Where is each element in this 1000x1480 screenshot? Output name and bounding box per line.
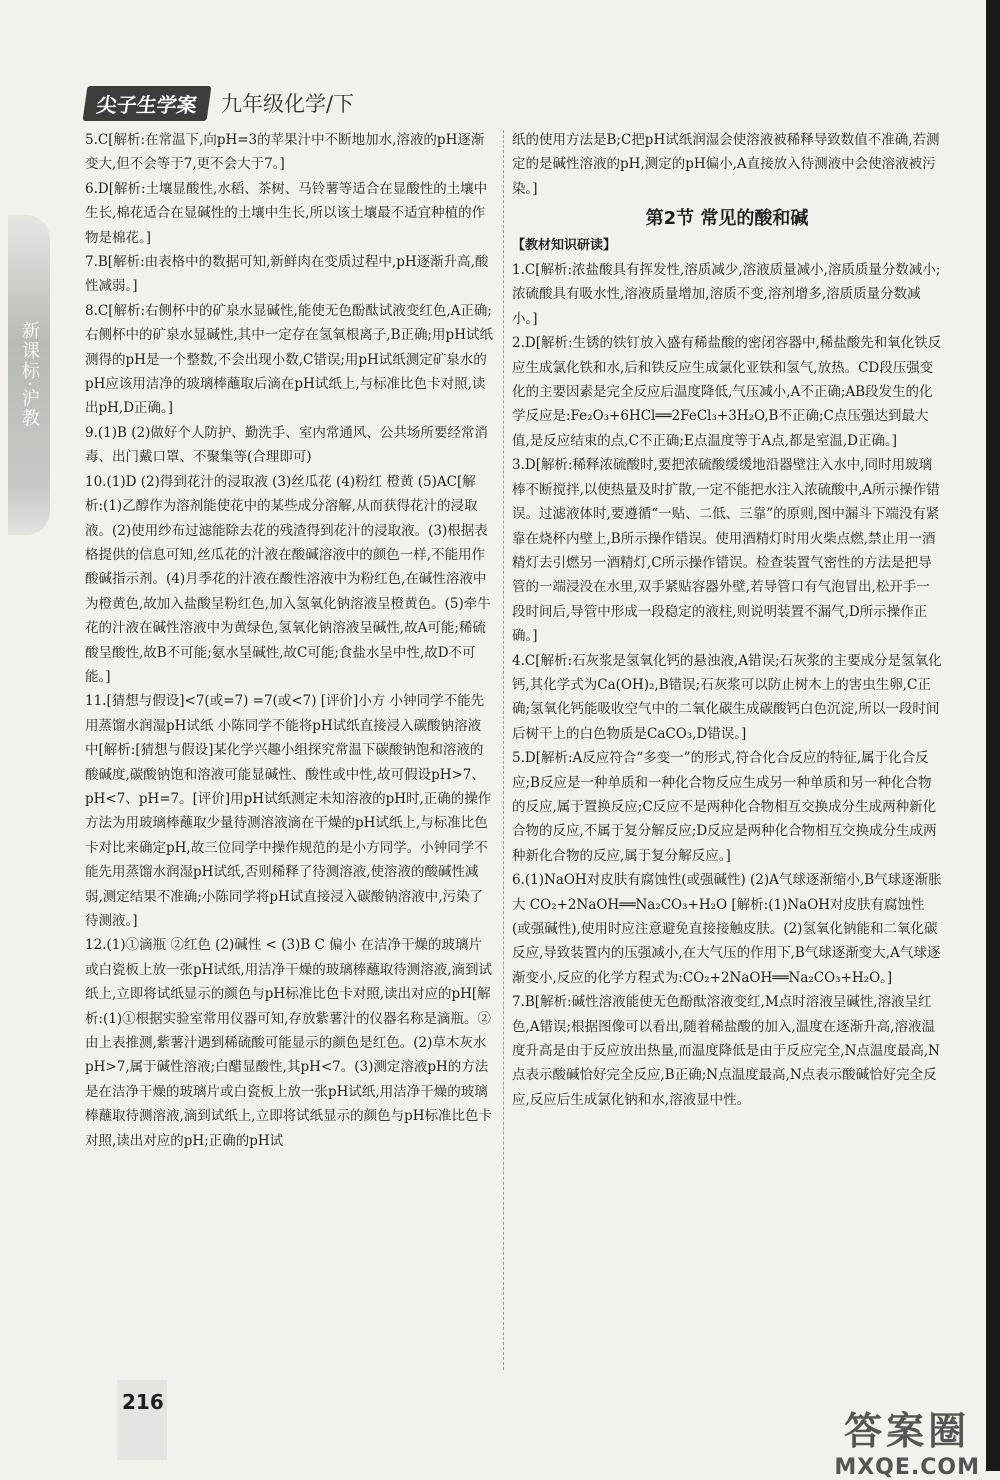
answer-item: 3.D[解析:稀释浓硫酸时,要把浓硫酸缓缓地沿器壁注入水中,同时用玻璃棒不断搅拌,以使热量及时扩散,一定不能把水注入浓硫酸中,A所示操作错误。过滤液体时,要遵循“一贴、二低、三靠”的原则,图中漏斗下端没有紧靠在烧杯内壁上,B所示操作错误。使用酒精灯时用火柴点燃,禁止用一酒精灯去引燃另一酒精灯,C所示操作错误。检查装置气密性的方法是把导管的一端浸没在水里,双手紧贴容器外壁,若导管口有气泡冒出,松开手一段时间后,导管中形成一段稳定的液柱,则说明装置不漏气,D所示操作正确。] bbox=[512, 457, 940, 645]
answer-item: 5.C[解析:在常温下,向pH=3的苹果汁中不断地加水,溶液的pH逐渐变大,但不会等于7,更不会大于7。] bbox=[85, 132, 485, 173]
subject-title: 九年级化学/下 bbox=[221, 92, 355, 116]
answer-item: 7.B[解析:由表格中的数据可知,新鲜肉在变质过程中,pH逐渐升高,酸性减弱。] bbox=[85, 254, 489, 295]
answer-item: 2.D[解析:生锈的铁钉放入盛有稀盐酸的密闭容器中,稀盐酸先和氧化铁反应生成氯化铁和水,后和铁反应生成氯化亚铁和氢气,放热。CD段压强变化的主要因素是完全反应后温度降低,气压减小,A不正确;AB段发生的化学反应是:Fe₂O₃+6HCl══2FeCl₃+3H₂O,B不正确;C点压强达到最大值,是反应结束的点,C不正确;E点温度等于A点,都是室温,D正确。] bbox=[512, 335, 942, 449]
answer-item: 6.(1)NaOH对皮肤有腐蚀性(或强碱性) (2)A气球逐渐缩小,B气球逐渐胀大 CO₂+2NaOH══Na₂CO₃+H₂O [解析:(1)NaOH对皮肤有腐蚀性(或强碱性),使用时应注意避免直接接触皮肤。(2)氢氧化钠能和二氧化碳反应,导致装置内的压强减小,在大气压的作用下,B气球逐渐变大,A气球逐渐变小,反应的化学方程式为:CO₂+2NaOH══Na₂CO₃+H₂O。] bbox=[512, 872, 942, 986]
column-divider bbox=[503, 130, 504, 1370]
answer-item: 5.D[解析:A反应符合“多变一”的形式,符合化合反应的特征,属于化合反应;B反应是一种单质和一种化合物反应生成另一种单质和另一种化合物的反应,属于置换反应;C反应不是两种化合物相互交换成分生成两种新化合物的反应,不属于复分解反应;D反应是两种化合物相互交换成分生成两种新化合物的反应,属于复分解反应。] bbox=[512, 750, 937, 864]
section-title: 第2节 常见的酸和碱 bbox=[645, 208, 809, 230]
left-column bbox=[85, 128, 493, 1153]
answer-item: 12.(1)①滴瓶 ②红色 (2)碱性 < (3)B C 偏小 在洁净干燥的玻璃片或白瓷板上放一张pH试纸,用洁净干燥的玻璃棒蘸取待测溶液,滴到试纸上,立即将试纸显示的颜色与pH标准比色卡对照,读出对应的pH[解析:(1)①根据实验室常用仪器可知,存放紫薯汁的仪器名称是滴瓶。②由上表推测,紫薯汁遇到稀硫酸可能显示的颜色是红色。(2)草木灰水pH>7,属于碱性溶液;白醋显酸性,其pH<7。(3)测定溶液pH的方法是在洁净干燥的玻璃片或白瓷板上放一张pH试纸,用洁净干燥的玻璃棒蘸取待测溶液,滴到试纸上,立即将试纸显示的颜色与pH标准比色卡对照,读出对应的pH;正确的pH试 bbox=[85, 937, 492, 1149]
page-header bbox=[85, 86, 354, 120]
answer-item: 10.(1)D (2)得到花汁的浸取液 (3)丝瓜花 (4)粉红 橙黄 (5)AC[解析:(1)乙醇作为溶剂能使花中的某些成分溶解,从而获得花汁的浸取液。(2)使用纱布过滤能除去花的残渣得到花汁的浸取液。(3)根据表格提供的信息可知,丝瓜花的汁液在酸碱溶液中的颜色一样,不能用作酸碱指示剂。(4)月季花的汁液在酸性溶液中为粉红色,在碱性溶液中为橙黄色,故加入盐酸呈粉红色,加入氢氧化钠溶液呈橙黄色。(5)牵牛花的汁液在碱性溶液中为黄绿色,氢氧化钠溶液呈碱性,故A可能;稀硫酸呈酸性,故B不可能;氨水呈碱性,故C可能;食盐水呈中性,故D不可能。] bbox=[85, 473, 491, 685]
answer-item: 11.[猜想与假设]<7(或=7) =7(或<7) [评价]小方 小钟同学不能先用蒸馏水润湿pH试纸 小陈同学不能将pH试纸直接浸入碳酸钠溶液中[解析:[猜想与假设]某化学兴趣小组探究常温下碳酸钠饱和溶液的酸碱度,碳酸钠饱和溶液可能显碱性、酸性或中性,故可假设pH>7、pH<7、pH=7。[评价]用pH试纸测定未知溶液的pH时,正确的操作方法为用玻璃棒蘸取少量待测溶液滴在干燥的pH试纸上,与标准比色卡对比来确定pH,故三位同学中操作规范的是小方同学。小钟同学不能先用蒸馏水润湿pH试纸,否则稀释了待测溶液,使溶液的酸碱性减弱,测定结果不准确;小陈同学将pH试直接浸入碳酸钠溶液中,污染了待测液。] bbox=[85, 693, 492, 929]
watermark-title: 答案圈 bbox=[844, 1409, 971, 1453]
answer-item: 9.(1)B (2)做好个人防护、勤洗手、室内常通风、公共场所要经常消毒、出门戴口罩、不聚集等(合理即可) bbox=[85, 424, 488, 466]
page-edge-shadow bbox=[986, 0, 1000, 1471]
answer-item: 6.D[解析:土壤显酸性,水稻、茶树、马铃薯等适合在显酸性的土壤中生长,棉花适合在显碱性的土壤中生长,所以该土壤最不适宜种植的作物是棉花。] bbox=[85, 180, 488, 246]
side-tab: 新课标·沪教 bbox=[8, 215, 50, 535]
answer-continuation: 纸的使用方法是B;C把pH试纸润湿会使溶液被稀释导致数值不准确,若测定的是碱性溶液的pH,测定的pH偏小,A直接放入待测液中会使溶液被污染。] bbox=[512, 132, 940, 197]
watermark-url: MXQE.COM bbox=[834, 1455, 980, 1480]
right-column bbox=[512, 128, 942, 1112]
answer-item: 8.C[解析:右侧杯中的矿泉水显碱性,能使无色酚酞试液变红色,A正确;右侧杯中的矿泉水显碱性,其中一定存在氢氧根离子,B正确;用pH试纸测得的pH是一个整数,不会出现小数,C错误;用pH试纸测定矿泉水的pH应该用洁净的玻璃棒蘸取后滴在pH试纸上,与标准比色卡对照,读出pH,D正确。] bbox=[85, 302, 493, 417]
answer-item: 4.C[解析:石灰浆是氢氧化钙的悬浊液,A错误;石灰浆的主要成分是氢氧化钙,其化学式为Ca(OH)₂,B错误;石灰浆可以防止树木上的害虫生卵,C正确;氢氧化钙能吸收空气中的二氧化碳生成碳酸钙白色沉淀,所以一段时间后树干上的白色物质是CaCO₃,D错误。] bbox=[512, 652, 942, 742]
answer-item: 7.B[解析:碱性溶液能使无色酚酞溶液变红,M点时溶液呈碱性,溶液呈红色,A错误;根据图像可以看出,随着稀盐酸的加入,温度在逐渐升高,溶液温度升高是由于反应放出热量,而温度降低是由于反应完全,N点温度最高,N点表示酸碱恰好完全反应,B正确;N点温度最高,N点表示酸碱恰好完全反应,反应后生成氯化钠和水,溶液显中性。 bbox=[512, 994, 940, 1108]
watermark-logo bbox=[834, 1400, 980, 1480]
section-tag: 【教材知识研读】 bbox=[512, 237, 617, 253]
brand-logo: 尖子生学案 bbox=[83, 86, 212, 121]
answer-item: 1.C[解析:浓盐酸具有挥发性,溶质减少,溶液质量减小,溶质质量分数减小;浓硫酸具有吸水性,溶液质量增加,溶质不变,溶剂增多,溶质质量分数减小。] bbox=[512, 262, 941, 327]
page-number: 216 bbox=[122, 1390, 164, 1414]
